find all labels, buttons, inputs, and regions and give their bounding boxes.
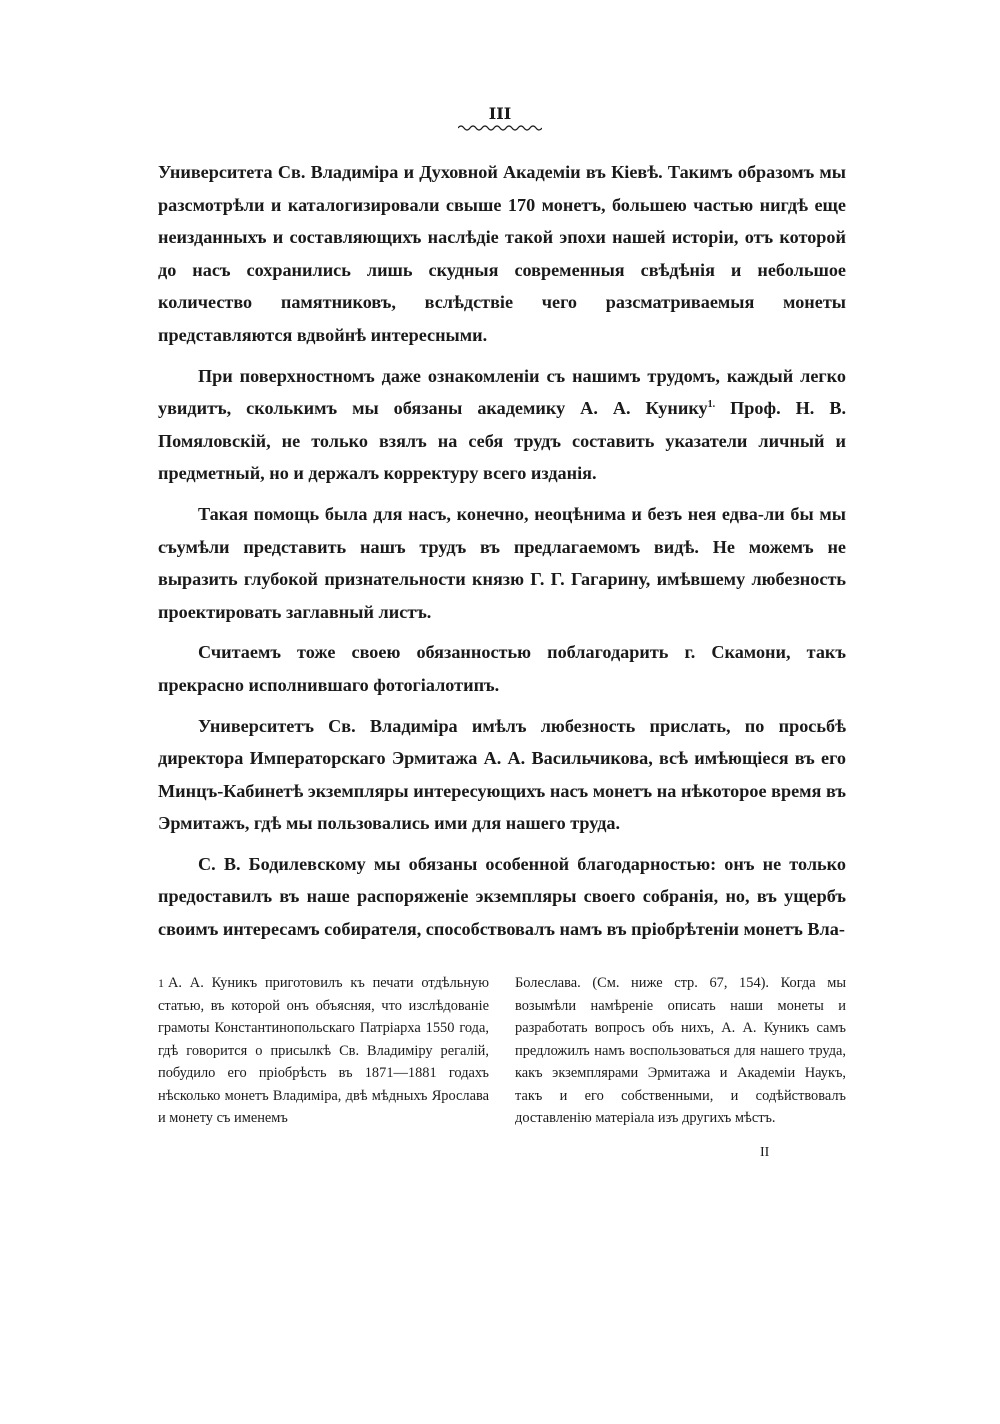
footnote-left-column xyxy=(158,972,489,1130)
paragraph: Университета Св. Владиміра и Духовной Академіи въ Кіевѣ. Такимъ образомъ мы разсмотрѣли и каталогизировали свыше 170 монетъ, большею частью нигдѣ еще неизданныхъ и составляющихъ наслѣдіе такой эпохи нашей исторіи, отъ которой до насъ сохранились лишь скудныя современныя свѣдѣнія и небольшое количество памятниковъ, вслѣдствіе чего разсматриваемыя монеты представляются вдвойнѣ интересными. xyxy=(158,162,846,345)
wavy-ornament xyxy=(458,124,542,132)
footnote-number: 1 xyxy=(158,976,164,990)
paragraph: Университетъ Св. Владиміра имѣлъ любезность прислать, по просьбѣ директора Императорскаго Эрмитажа А. А. Васильчикова, всѣ имѣющіеся въ его Минцъ-Кабинетѣ экземпляры интересующихъ насъ монетъ на нѣкоторое время въ Эрмитажъ, гдѣ мы пользовались ими для нашего труда. xyxy=(158,715,846,834)
signature-mark: II xyxy=(760,1145,770,1160)
paragraph-text: При поверхностномъ даже ознакомленіи съ нашимъ трудомъ, каждый легко увидитъ, сколькимъ мы обязаны академику А. А. Кунику xyxy=(158,365,846,419)
footnote-text: А. А. Куникъ приготовилъ къ печати отдѣльную статью, въ которой онъ объясняя, что изслѣдованіе грамоты Константинопольскаго Патріарха 1550 года, гдѣ говорится о присылкѣ Св. Владиміру регалій, побудило его пріобрѣсть въ 1871—1881 годахъ нѣсколько монетъ Владиміра, двѣ мѣдныхъ Ярослава и монету съ именемъ xyxy=(158,975,489,1126)
main-text xyxy=(158,156,846,954)
footnote-right-column xyxy=(515,972,846,1130)
footnote-text: Болеслава. (См. ниже стр. 67, 154). Когда мы возымѣли намѣреніе описать наши монеты и разработать вопросъ объ нихъ, А. А. Куникъ самъ предложилъ намъ воспользоваться для нашего труда, какъ экземплярами Эрмитажа и Академіи Наукъ, такъ и его собственными, и содѣйствовалъ доставленію матеріала изъ другихъ мѣстъ. xyxy=(515,975,846,1126)
paragraph xyxy=(158,360,846,490)
paragraph: Считаемъ тоже своею обязанностью поблагодарить г. Скамони, такъ прекрасно исполнившаго фотогіалотипъ. xyxy=(158,642,846,695)
paragraph: С. В. Бодилевскому мы обязаны особенной благодарностью: онъ не только предоставилъ въ наше распоряженіе экземпляры своего собранія, но, въ ущербъ своимъ интересамъ собирателя, способствовалъ намъ въ пріобрѣтеніи монетъ Вла- xyxy=(158,853,846,940)
footnote-reference[interactable]: 1. xyxy=(707,399,716,411)
paragraph: Такая помощь была для насъ, конечно, неоцѣнима и безъ нея едва-ли бы мы съумѣли представить нашъ трудъ въ предлагаемомъ видѣ. Не можемъ не выразить глубокой признательности князю Г. Г. Гагарину, имѣвшему любезность проектировать заглавный листъ. xyxy=(158,503,846,622)
paragraph-text: Проф. Н. В. Помяловскій, не только взялъ на себя трудъ составить указатели личный и предметный, но и держалъ корректуру всего изданія. xyxy=(158,398,846,484)
page-number: III xyxy=(488,104,512,123)
footnotes xyxy=(158,972,846,1130)
